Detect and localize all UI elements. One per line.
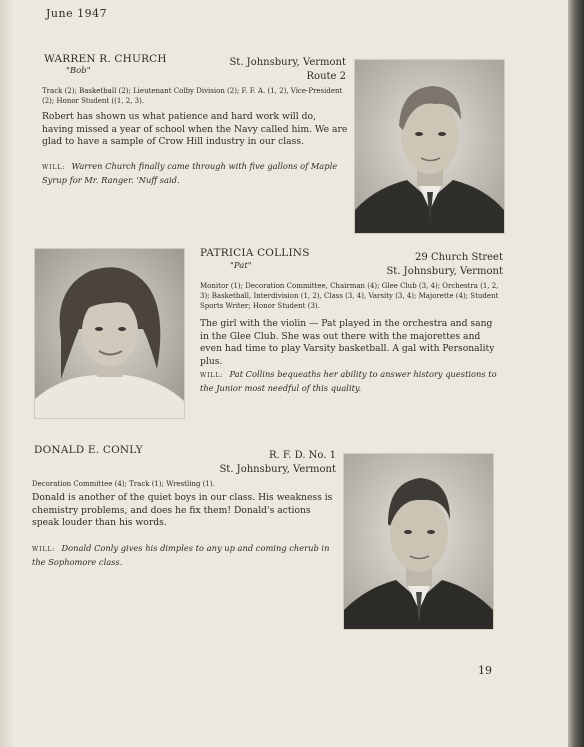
book-edge-shadow xyxy=(568,0,584,747)
student-address xyxy=(350,251,503,279)
will-text: Warren Church finally came through with five gallons of Maple Syrup for Mr. Ranger. 'Nuff said. xyxy=(42,161,338,185)
student-will xyxy=(42,160,348,186)
address-line: St. Johnsbury, Vermont xyxy=(219,464,336,475)
will-label: WILL: xyxy=(200,372,224,379)
student-activities: Decoration Committee (4); Track (1); Wrestling (1). xyxy=(32,480,215,488)
student-bio: Donald is another of the quiet boys in our class. His weakness is chemistry problems, and does he fix them! Donald's actions speak louder than his words. xyxy=(32,492,333,529)
student-name: DONALD E. CONLY xyxy=(34,444,143,456)
address-line: St. Johnsbury, Vermont xyxy=(386,266,503,277)
student-address xyxy=(200,56,346,84)
page-number: 19 xyxy=(478,664,492,677)
student-photo xyxy=(34,248,185,419)
page-header: June 1947 xyxy=(46,7,108,20)
student-photo xyxy=(343,453,494,630)
student-nickname: "Bob" xyxy=(66,66,91,76)
student-activities: Monitor (1); Decoration Committee, Chairman (4); Glee Club (3, 4); Orchestra (1, 2, 3); Basketball, Interdivision (1, 2), Class (3, 4), Varsity (3, 4); Majorette (4); Student Sports Writer; Honor Student (3). xyxy=(200,282,499,310)
student-name: WARREN R. CHURCH xyxy=(44,53,167,65)
student-bio: The girl with the violin — Pat played in the orchestra and sang in the Glee Club. She was out there with the majorettes and even had time to play Varsity basketball. A gal with Personality plus. xyxy=(200,318,495,367)
address-line: St. Johnsbury, Vermont xyxy=(229,57,346,68)
student-name: PATRICIA COLLINS xyxy=(200,247,310,259)
will-label: WILL: xyxy=(42,164,66,171)
address-line: Route 2 xyxy=(306,71,346,82)
student-bio: Robert has shown us what patience and hard work will do, having missed a year of school when the Navy called him. We are glad to have a sample of Crow Hill industry in our class. xyxy=(42,111,348,148)
student-address xyxy=(190,449,336,477)
will-text: Donald Conly gives his dimples to any up and coming cherub in the Sophomore class. xyxy=(32,543,330,567)
student-nickname: "Pat" xyxy=(230,261,252,271)
student-photo xyxy=(354,59,505,234)
address-line: 29 Church Street xyxy=(415,252,503,263)
student-will xyxy=(32,542,338,568)
will-label: WILL: xyxy=(32,546,56,553)
student-activities: Track (2); Basketball (2); Lieutenant Colby Division (2); F. F. A. (1, 2), Vice-President (2); Honor Student ((1, 2, 3). xyxy=(42,87,343,105)
will-text: Pat Collins bequeaths her ability to answer history questions to the Junior most needful of this quality. xyxy=(200,369,497,393)
address-line: R. F. D. No. 1 xyxy=(269,450,336,461)
student-will xyxy=(200,368,504,394)
